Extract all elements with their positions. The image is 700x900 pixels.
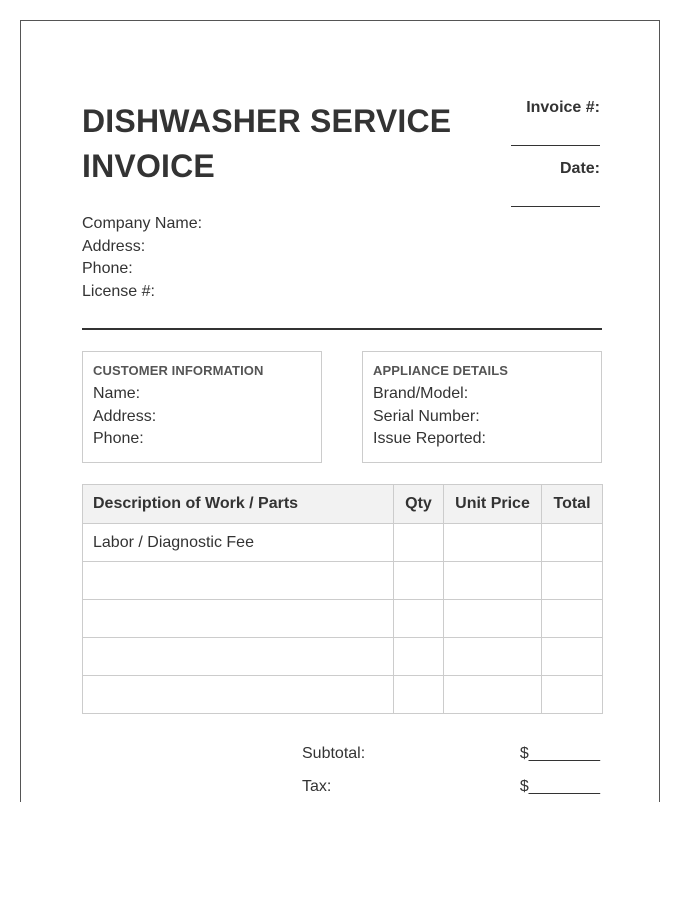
customer-information-box — [82, 351, 322, 463]
column-header-qty: Qty — [394, 485, 444, 524]
appliance-details-heading: APPLIANCE DETAILS — [373, 363, 509, 378]
row-unit-price-cell[interactable] — [444, 524, 542, 562]
column-header-total: Total — [542, 485, 603, 524]
table-header-row — [83, 485, 603, 524]
customer-name-label: Name: — [93, 385, 141, 402]
title-line-1: DISHWASHER SERVICE — [82, 103, 452, 139]
row-unit-price-cell[interactable] — [444, 600, 542, 638]
appliance-issue-reported-label: Issue Reported: — [373, 430, 486, 448]
row-qty-cell[interactable] — [394, 600, 444, 638]
row-total-cell[interactable] — [542, 638, 603, 676]
row-description-cell[interactable] — [83, 638, 394, 676]
tax-value[interactable]: $________ — [519, 778, 600, 795]
appliance-serial-number-label: Serial Number: — [373, 407, 480, 425]
subtotal-value[interactable]: $________ — [519, 745, 600, 762]
date-field[interactable] — [511, 186, 600, 207]
invoice-page — [20, 20, 660, 802]
row-qty-cell[interactable] — [394, 676, 444, 714]
customer-address-label: Address: — [93, 407, 157, 425]
row-total-cell[interactable] — [542, 600, 603, 638]
tax-label: Tax: — [302, 778, 332, 795]
company-phone-label: Phone: — [82, 260, 133, 278]
row-total-cell[interactable] — [542, 524, 603, 562]
row-total-cell[interactable] — [542, 676, 603, 714]
row-qty-cell[interactable] — [394, 562, 444, 600]
row-description-cell[interactable] — [83, 600, 394, 638]
invoice-title — [82, 99, 502, 189]
row-unit-price-cell[interactable] — [444, 562, 542, 600]
row-description-cell[interactable] — [83, 676, 394, 714]
column-header-unit-price: Unit Price — [444, 485, 542, 524]
invoice-number-field[interactable] — [511, 125, 600, 146]
customer-information-heading: CUSTOMER INFORMATION — [93, 363, 264, 378]
work-parts-table — [82, 484, 603, 714]
column-header-description: Description of Work / Parts — [83, 485, 394, 524]
header-divider — [82, 328, 602, 330]
customer-phone-label: Phone: — [93, 430, 144, 448]
company-name-label: Company Name: — [82, 215, 203, 232]
row-unit-price-cell[interactable] — [444, 676, 542, 714]
date-label: Date: — [559, 160, 600, 177]
company-address-label: Address: — [82, 237, 146, 255]
row-qty-cell[interactable] — [394, 638, 444, 676]
table-row — [83, 524, 603, 562]
title-line-2: INVOICE — [82, 148, 215, 184]
row-qty-cell[interactable] — [394, 524, 444, 562]
table-row — [83, 562, 603, 600]
invoice-number-label: Invoice #: — [526, 99, 600, 116]
company-license-label: License #: — [82, 283, 155, 301]
row-description-cell[interactable] — [83, 562, 394, 600]
appliance-brand-model-label: Brand/Model: — [373, 385, 469, 402]
table-row — [83, 638, 603, 676]
row-unit-price-cell[interactable] — [444, 638, 542, 676]
row-total-cell[interactable] — [542, 562, 603, 600]
company-details — [82, 213, 202, 304]
appliance-details-box — [362, 351, 602, 463]
row-description-cell[interactable]: Labor / Diagnostic Fee — [83, 524, 394, 562]
table-row — [83, 600, 603, 638]
table-row — [83, 676, 603, 714]
subtotal-label: Subtotal: — [302, 745, 366, 762]
